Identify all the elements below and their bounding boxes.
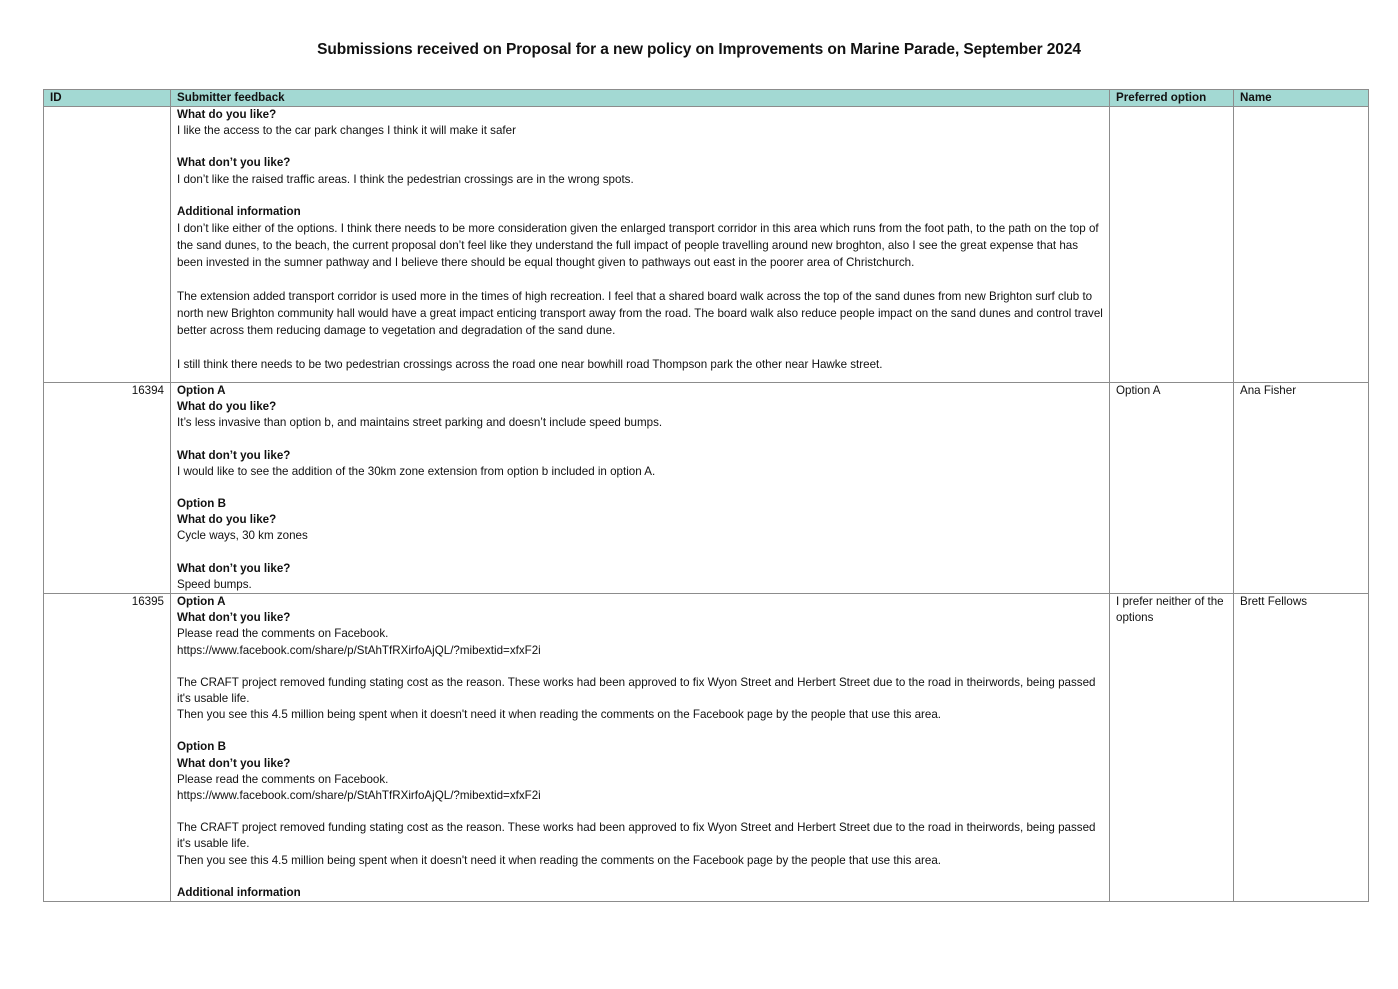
column-header-name: Name	[1234, 90, 1369, 107]
feedback-block	[177, 820, 1103, 869]
feedback-paragraph: I don’t like either of the options. I think there needs to be more consideration given the enlarged transport corridor in this area which runs from the foot path, to the path on the top of the sand dunes, to the beach, the current proposal don’t feel like they understand the full impact of people travelling around new broghton, also I see the great expense that has been invested in the sumner pathway and I believe there should be equal thought given to pathways out east in the poorer area of Christchurch.	[177, 222, 1099, 270]
feedback-block	[177, 496, 1103, 545]
submission-id	[44, 107, 171, 383]
feedback-text: I like the access to the car park changes I think it will make it safer	[177, 124, 516, 138]
feedback-text: Then you see this 4.5 million being spent when it doesn't need it when reading the comments on the Facebook page by the people that use this area.	[177, 708, 942, 722]
feedback-block	[177, 675, 1103, 724]
feedback-text: I don’t like the raised traffic areas. I think the pedestrian crossings are in the wrong spots.	[177, 172, 634, 186]
facebook-link: https://www.facebook.com/share/p/StAhTfRXirfoAjQL/?mibextid=xfxF2i	[177, 789, 541, 803]
feedback-block	[177, 155, 1103, 187]
submitter-feedback	[171, 594, 1110, 902]
feedback-heading: Additional information	[177, 885, 301, 899]
column-header-feedback: Submitter feedback	[171, 90, 1110, 107]
feedback-heading: What don’t you like?	[177, 561, 291, 575]
feedback-block	[177, 561, 1103, 593]
feedback-text: The CRAFT project removed funding stating cost as the reason. These works had been approved to fix Wyon Street and Herbert Street due to the road in theirwords, being passed it's usable life.	[177, 675, 1096, 706]
feedback-heading: What do you like?	[177, 513, 277, 527]
submission-id: 16394	[44, 383, 171, 594]
header-row	[44, 90, 1369, 107]
feedback-heading: What don’t you like?	[177, 156, 291, 170]
feedback-heading: Option A	[177, 384, 226, 397]
feedback-block	[177, 107, 1103, 139]
submissions-table	[43, 89, 1369, 902]
feedback-block	[177, 204, 1103, 373]
feedback-block	[177, 739, 1103, 804]
feedback-block	[177, 383, 1103, 432]
feedback-heading: Option A	[177, 595, 226, 609]
facebook-link: https://www.facebook.com/share/p/StAhTfRXirfoAjQL/?mibextid=xfxF2i	[177, 643, 541, 657]
submitter-name: Ana Fisher	[1234, 383, 1369, 594]
feedback-text: The CRAFT project removed funding stating cost as the reason. These works had been approved to fix Wyon Street and Herbert Street due to the road in theirwords, being passed it's usable life.	[177, 821, 1096, 851]
preferred-option	[1110, 107, 1234, 383]
feedback-heading: What don’t you like?	[177, 448, 291, 462]
column-header-preferred-option: Preferred option	[1110, 90, 1234, 107]
feedback-block	[177, 594, 1103, 659]
feedback-heading: What do you like?	[177, 400, 277, 414]
submitter-feedback	[171, 107, 1110, 383]
table-row	[44, 383, 1369, 594]
feedback-text: I would like to see the addition of the 30km zone extension from option b included in option A.	[177, 464, 656, 478]
feedback-text: Then you see this 4.5 million being spent when it doesn't need it when reading the comments on the Facebook page by the people that use this area.	[177, 853, 942, 867]
submitter-name: Brett Fellows	[1234, 594, 1369, 902]
feedback-text: Cycle ways, 30 km zones	[177, 529, 308, 543]
feedback-heading: Option B	[177, 497, 226, 511]
feedback-text: Please read the comments on Facebook.	[177, 627, 389, 641]
table-header	[44, 90, 1369, 107]
feedback-heading: What don’t you like?	[177, 756, 291, 770]
table-row	[44, 594, 1369, 902]
feedback-paragraph: The extension added transport corridor is used more in the times of high recreation. I feel that a shared board walk across the top of the sand dunes from new Brighton surf club to north new Brighton community hall would have a great impact enticing transport away from the road. The board walk also reduce people impact on the sand dunes and control travel better across them reducing damage to vegetation and degradation of the sand dune.	[177, 290, 1103, 338]
feedback-text: Please read the comments on Facebook.	[177, 772, 389, 786]
table-row	[44, 107, 1369, 383]
feedback-text: Speed bumps.	[177, 577, 252, 591]
page-title: Submissions received on Proposal for a new policy on Improvements on Marine Parade, September 2024	[317, 41, 1081, 58]
submitter-feedback	[171, 383, 1110, 594]
feedback-heading: What do you like?	[177, 108, 277, 121]
submitter-name	[1234, 107, 1369, 383]
feedback-heading: What don’t you like?	[177, 611, 291, 625]
preferred-option: Option A	[1110, 383, 1234, 594]
feedback-block	[177, 448, 1103, 480]
feedback-heading: Additional information	[177, 204, 301, 218]
feedback-block	[177, 885, 1103, 901]
feedback-paragraph: I still think there needs to be two pedestrian crossings across the road one near bowhill road Thompson park the other near Hawke street.	[177, 358, 883, 372]
column-header-id: ID	[44, 90, 171, 107]
feedback-text: It’s less invasive than option b, and maintains street parking and doesn’t include speed bumps.	[177, 416, 663, 430]
preferred-option: I prefer neither of the options	[1110, 594, 1234, 902]
submission-id: 16395	[44, 594, 171, 902]
feedback-heading: Option B	[177, 740, 226, 754]
